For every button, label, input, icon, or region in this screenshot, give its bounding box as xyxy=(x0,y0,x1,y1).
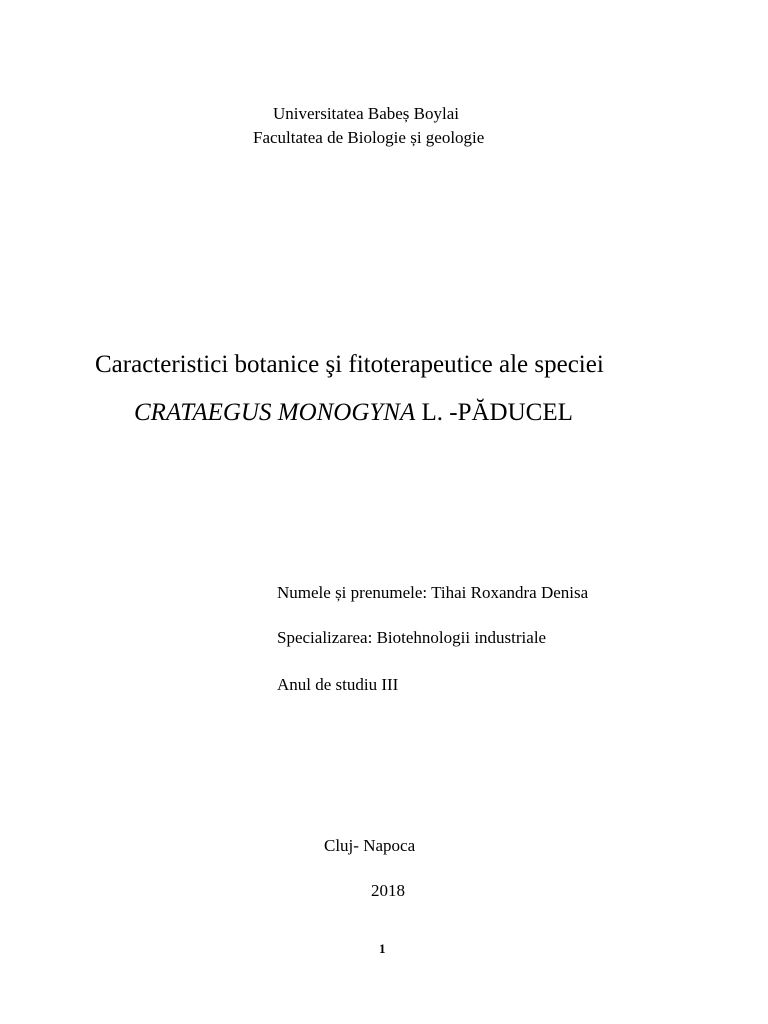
city: Cluj- Napoca xyxy=(324,836,416,855)
university-name: Universitatea Babeș Boylai xyxy=(273,104,460,123)
student-name-label: Numele și prenumele xyxy=(277,583,423,602)
document-title-line1: Caracteristici botanice şi fitoterapeutice ale speciei xyxy=(95,351,604,378)
student-name-value: : Tihai Roxandra Denisa xyxy=(422,583,589,602)
document-title-line2 xyxy=(134,400,573,425)
scientific-name: CRATAEGUS MONOGYNA xyxy=(134,399,416,426)
year: 2018 xyxy=(371,881,405,900)
faculty-name: Facultatea de Biologie și geologie xyxy=(253,128,485,147)
student-name xyxy=(277,584,588,601)
page-number: 1 xyxy=(379,941,386,956)
specialization: Specializarea: Biotehnologii industriale xyxy=(277,628,547,647)
study-year: Anul de studiu III xyxy=(277,675,399,694)
title-suffix: L. -PĂDUCEL xyxy=(415,399,573,426)
